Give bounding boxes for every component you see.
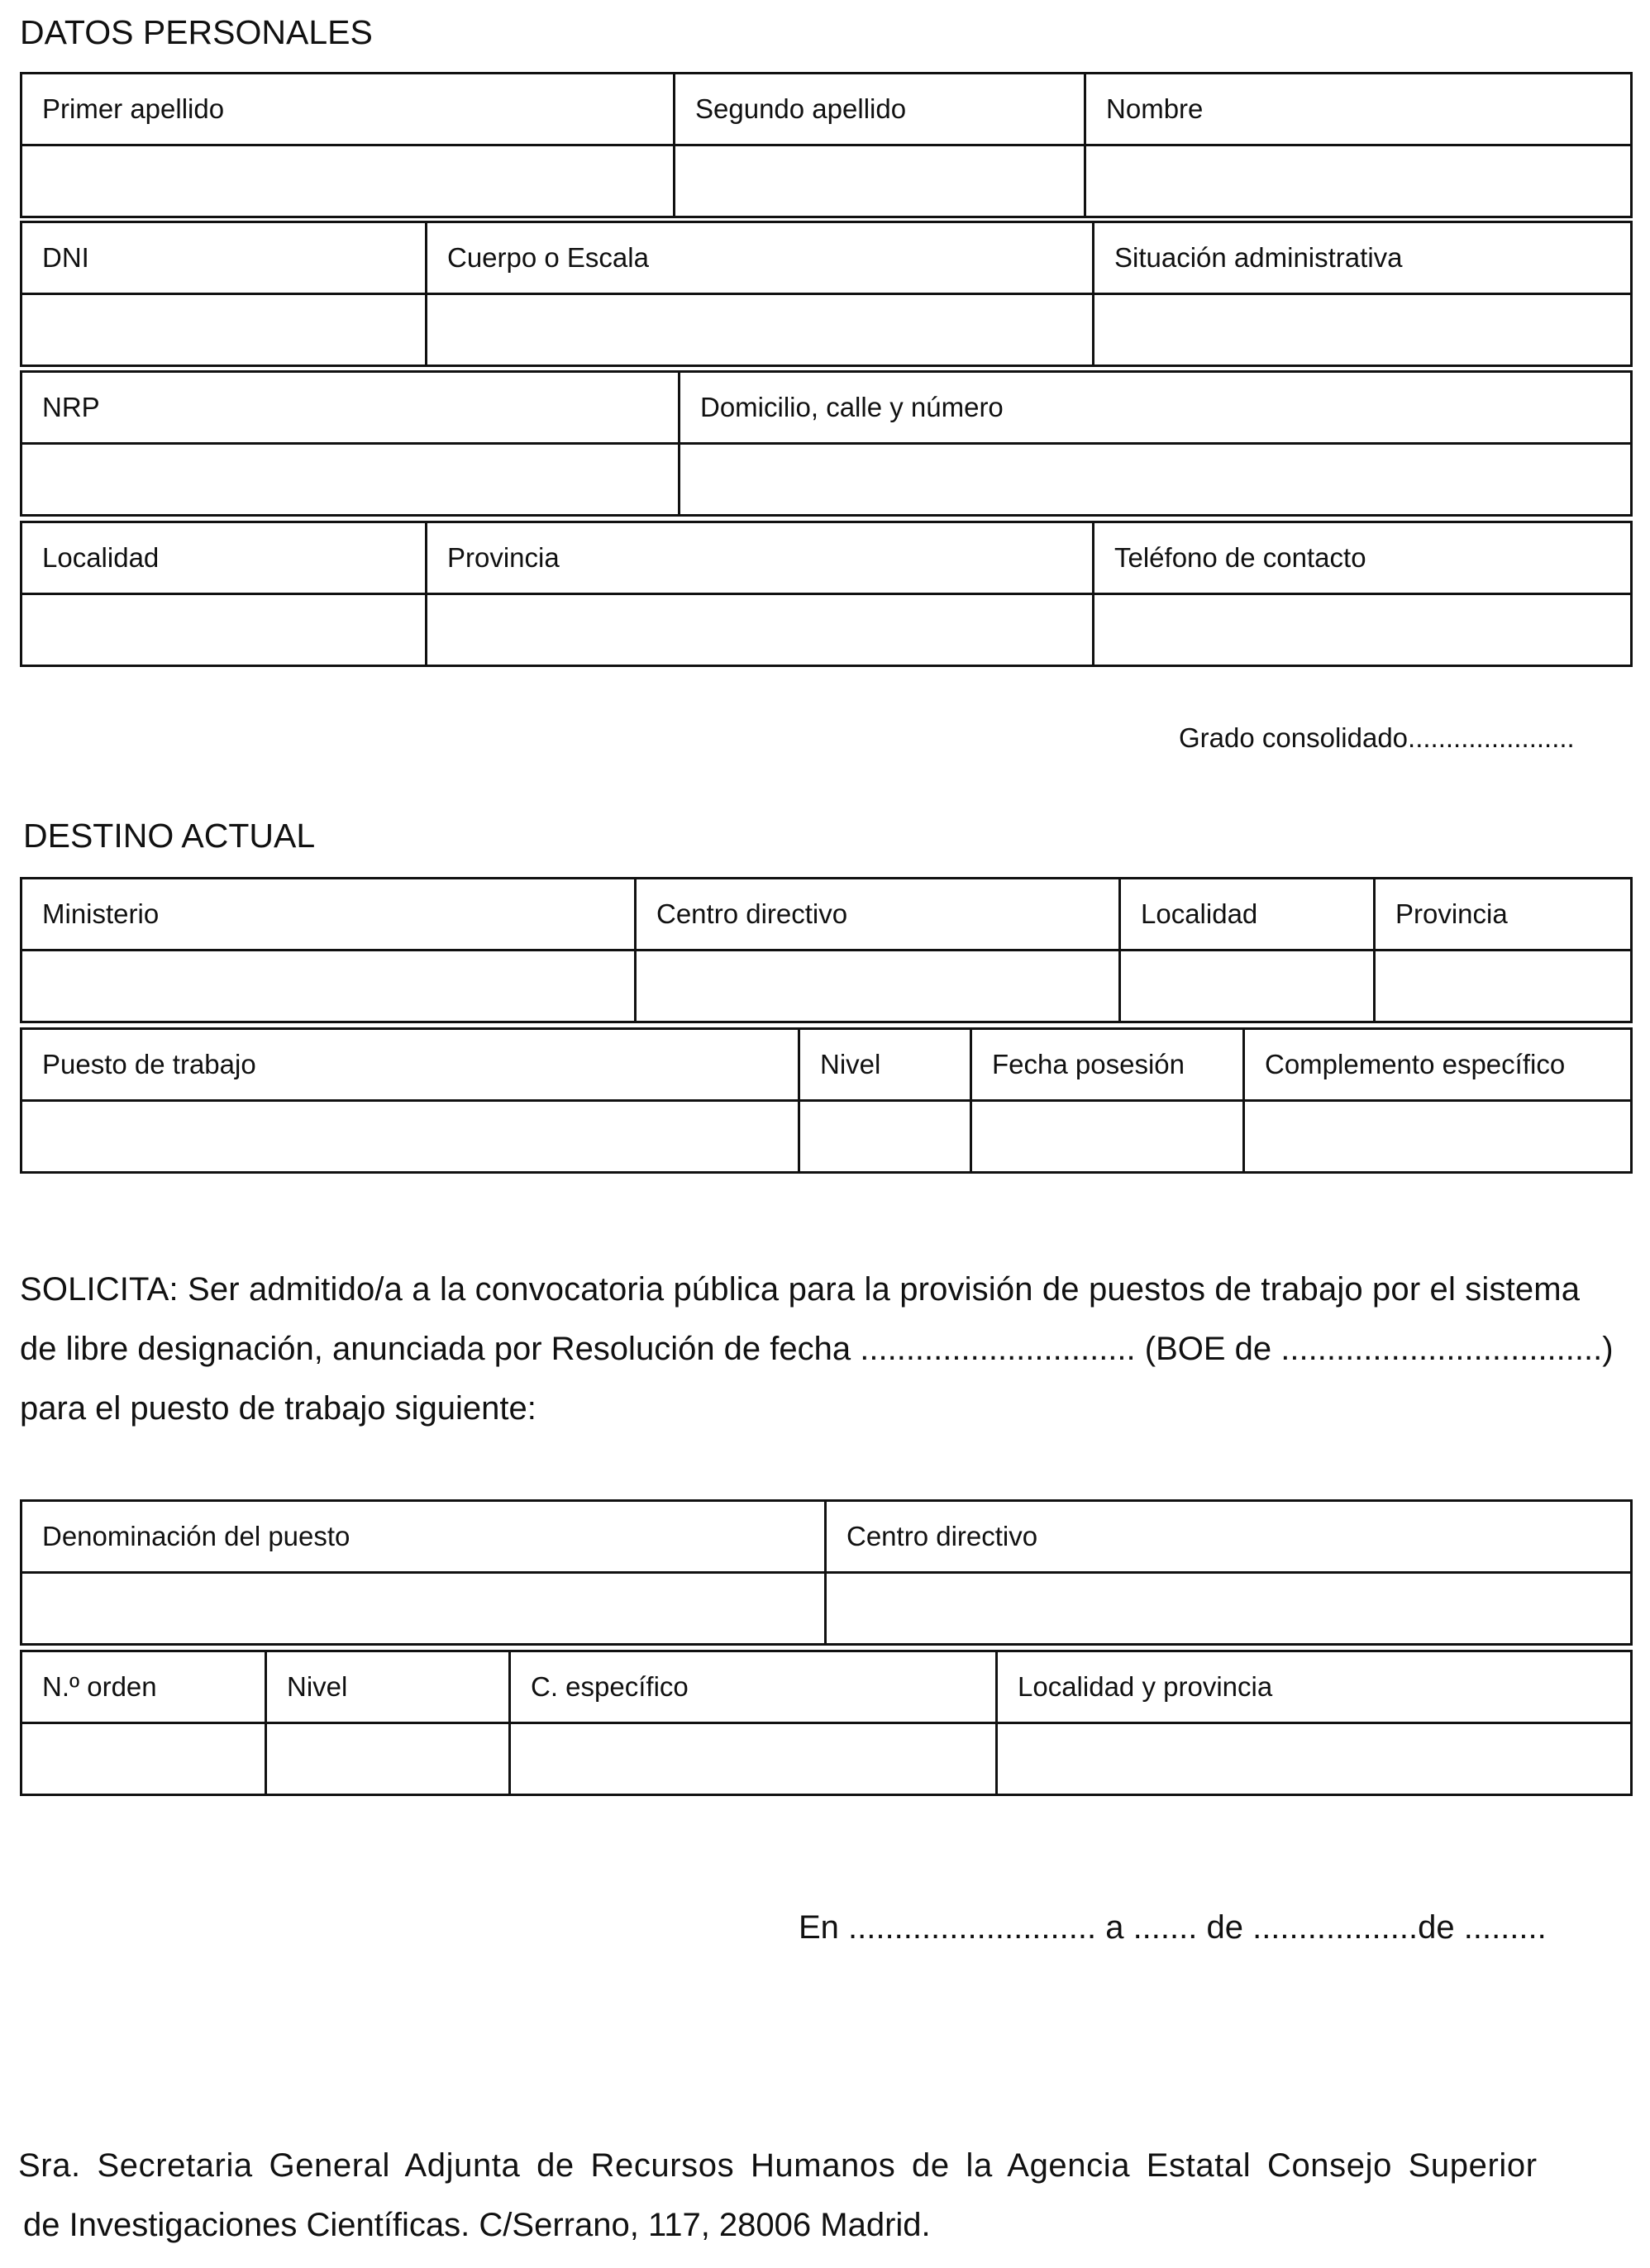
numero-orden-field[interactable] [21, 1723, 266, 1795]
personal-data-table-4 [20, 521, 1633, 667]
personal-data-table-3 [20, 370, 1633, 517]
centro-directivo-label: Centro directivo [636, 879, 1120, 951]
denominacion-puesto-label: Denominación del puesto [21, 1501, 826, 1573]
segundo-apellido-label: Segundo apellido [675, 74, 1085, 145]
numero-orden-label: N.º orden [21, 1651, 266, 1723]
localidad-provincia-label: Localidad y provincia [997, 1651, 1632, 1723]
destino-heading: DESTINO ACTUAL [23, 817, 316, 855]
destino-localidad-field[interactable] [1120, 951, 1375, 1022]
solicita-line-1: SOLICITA: Ser admitido/a a la convocatoria pública para la provisión de puestos de trabajo por el sistema [20, 1271, 1581, 1308]
situacion-field[interactable] [1094, 294, 1632, 366]
destino-provincia-field[interactable] [1375, 951, 1632, 1022]
provincia-label: Provincia [427, 522, 1094, 594]
fecha-posesion-label: Fecha posesión [971, 1029, 1244, 1101]
puesto-centro-directivo-label: Centro directivo [826, 1501, 1632, 1573]
puesto-nivel-label: Nivel [266, 1651, 510, 1723]
telefono-field[interactable] [1094, 594, 1632, 666]
domicilio-field[interactable] [680, 444, 1632, 516]
ministerio-field[interactable] [21, 951, 636, 1022]
segundo-apellido-field[interactable] [675, 145, 1085, 217]
puesto-table-2 [20, 1650, 1633, 1796]
fecha-posesion-field[interactable] [971, 1101, 1244, 1173]
cuerpo-field[interactable] [427, 294, 1094, 366]
puesto-nivel-field[interactable] [266, 1723, 510, 1795]
dni-field[interactable] [21, 294, 427, 366]
localidad-field[interactable] [21, 594, 427, 666]
puesto-trabajo-field[interactable] [21, 1101, 799, 1173]
dni-label: DNI [21, 222, 427, 294]
grado-consolidado: Grado consolidado...................... [1179, 722, 1575, 753]
localidad-provincia-field[interactable] [997, 1723, 1632, 1795]
domicilio-label: Domicilio, calle y número [680, 372, 1632, 444]
destino-localidad-label: Localidad [1120, 879, 1375, 951]
situacion-label: Situación administrativa [1094, 222, 1632, 294]
solicita-line-2: de libre designación, anunciada por Resolución de fecha .............................. (BOE de ...................................) [20, 1331, 1614, 1367]
ministerio-label: Ministerio [21, 879, 636, 951]
nombre-label: Nombre [1085, 74, 1632, 145]
primer-apellido-label: Primer apellido [21, 74, 675, 145]
personal-data-table-2 [20, 221, 1633, 367]
destino-provincia-label: Provincia [1375, 879, 1632, 951]
destino-table-2 [20, 1027, 1633, 1174]
nombre-field[interactable] [1085, 145, 1632, 217]
localidad-label: Localidad [21, 522, 427, 594]
c-especifico-field[interactable] [510, 1723, 997, 1795]
nrp-label: NRP [21, 372, 680, 444]
puesto-table [20, 1499, 1633, 1646]
centro-directivo-field[interactable] [636, 951, 1120, 1022]
complemento-especifico-field[interactable] [1244, 1101, 1632, 1173]
complemento-especifico-label: Complemento específico [1244, 1029, 1632, 1101]
nrp-field[interactable] [21, 444, 680, 516]
destino-table [20, 877, 1633, 1023]
solicita-line-3: para el puesto de trabajo siguiente: [20, 1390, 536, 1427]
addressee-line-1: Sra. Secretaria General Adjunta de Recursos Humanos de la Agencia Estatal Consejo Superior [18, 2147, 1538, 2184]
primer-apellido-field[interactable] [21, 145, 675, 217]
nivel-label: Nivel [799, 1029, 971, 1101]
addressee-line-2: de Investigaciones Científicas. C/Serrano, 117, 28006 Madrid. [23, 2207, 931, 2243]
cuerpo-label: Cuerpo o Escala [427, 222, 1094, 294]
telefono-label: Teléfono de contacto [1094, 522, 1632, 594]
puesto-trabajo-label: Puesto de trabajo [21, 1029, 799, 1101]
puesto-centro-directivo-field[interactable] [826, 1573, 1632, 1645]
c-especifico-label: C. específico [510, 1651, 997, 1723]
nivel-field[interactable] [799, 1101, 971, 1173]
personal-data-table [20, 72, 1633, 218]
denominacion-puesto-field[interactable] [21, 1573, 826, 1645]
personal-heading: DATOS PERSONALES [20, 13, 373, 51]
date-place-line: En ........................... a ....... de ..................de ......... [799, 1909, 1547, 1946]
provincia-field[interactable] [427, 594, 1094, 666]
